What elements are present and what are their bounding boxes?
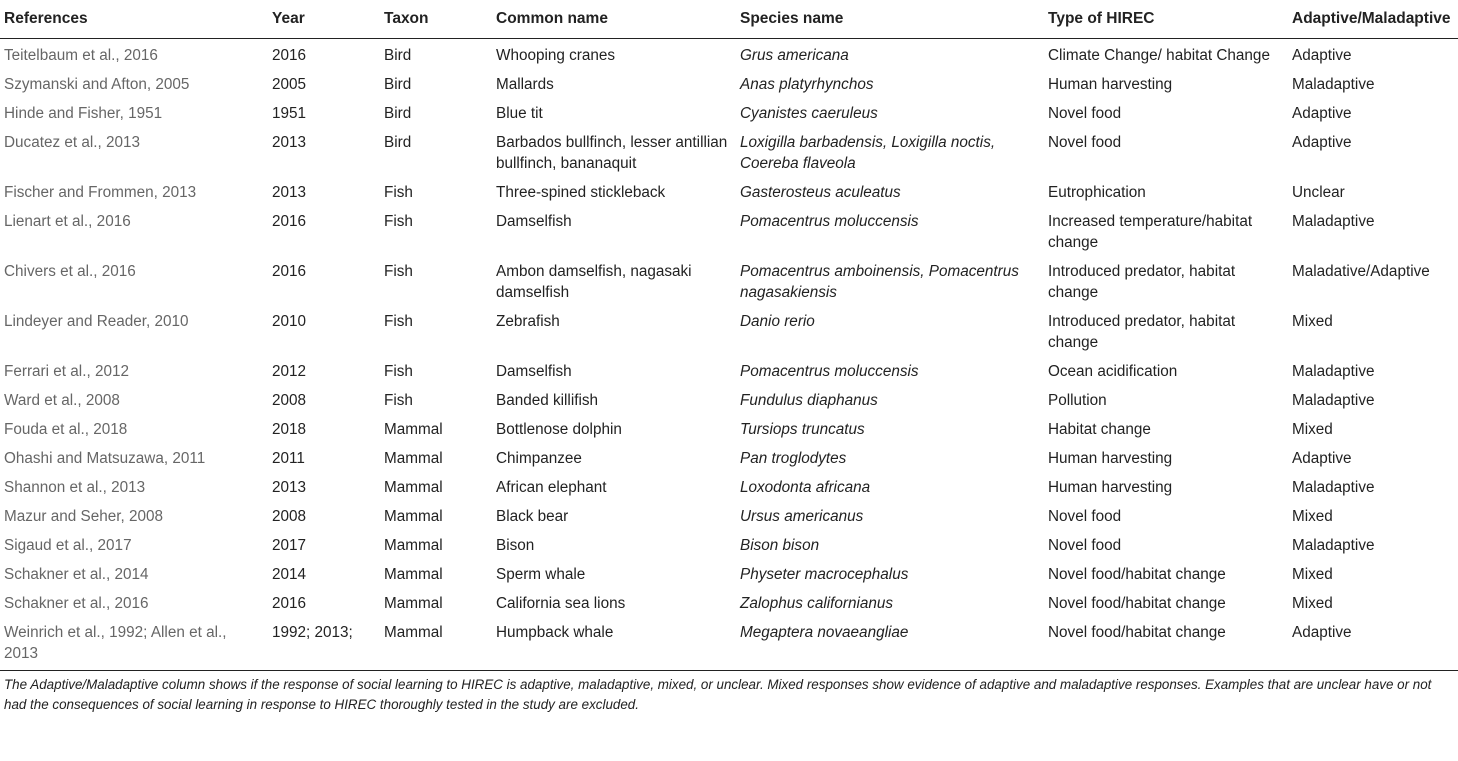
species-name-cell: Grus americana <box>740 47 849 64</box>
common-name-cell: Damselfish <box>496 363 572 380</box>
hirec-type-cell: Pollution <box>1048 392 1107 409</box>
table-footnote: The Adaptive/Maladaptive column shows if the response of social learning to HIREC is adaptive, maladaptive, mixed, or unclear. Mixed responses show evidence of adaptive and maladaptive responses. Examples that are unclear have or not had the consequences of social learning in response to HIREC thoroughly tested in the study are excluded. <box>4 677 1432 712</box>
reference-cell: Lienart et al., 2016 <box>4 213 131 230</box>
reference-cell: Sigaud et al., 2017 <box>4 537 132 554</box>
header-year: Year <box>272 10 305 27</box>
reference-cell: Schakner et al., 2014 <box>4 566 149 583</box>
year-cell: 2013 <box>272 479 307 496</box>
header-species-name: Species name <box>740 10 844 27</box>
table-row <box>0 473 1458 502</box>
year-cell: 2008 <box>272 392 307 409</box>
table-row <box>0 589 1458 618</box>
hirec-type-cell: Novel food <box>1048 508 1122 525</box>
header-row <box>0 0 1458 39</box>
common-name-cell: African elephant <box>496 479 607 496</box>
hirec-type-cell: Increased temperature/habitat change <box>1048 213 1253 251</box>
common-name-cell: Bison <box>496 537 535 554</box>
table-row <box>0 386 1458 415</box>
taxon-cell: Bird <box>384 134 412 151</box>
adaptive-cell: Mixed <box>1292 508 1333 525</box>
common-name-cell: Chimpanzee <box>496 450 582 467</box>
adaptive-cell: Maladaptive <box>1292 363 1375 380</box>
hirec-type-cell: Human harvesting <box>1048 76 1173 93</box>
common-name-cell: Banded killifish <box>496 392 599 409</box>
reference-cell: Weinrich et al., 1992; Allen et al., 2013 <box>4 624 227 662</box>
year-cell: 2016 <box>272 263 307 280</box>
common-name-cell: Zebrafish <box>496 313 560 330</box>
table-row <box>0 357 1458 386</box>
adaptive-cell: Adaptive <box>1292 450 1352 467</box>
common-name-cell: Black bear <box>496 508 569 525</box>
species-name-cell: Pan troglodytes <box>740 450 847 467</box>
adaptive-cell: Mixed <box>1292 566 1333 583</box>
reference-cell: Ohashi and Matsuzawa, 2011 <box>4 450 206 467</box>
common-name-cell: Damselfish <box>496 213 572 230</box>
taxon-cell: Mammal <box>384 624 443 641</box>
hirec-type-cell: Introduced predator, habitat change <box>1048 313 1236 351</box>
hirec-type-cell: Human harvesting <box>1048 479 1173 496</box>
hirec-type-cell: Eutrophication <box>1048 184 1146 201</box>
adaptive-cell: Mixed <box>1292 595 1333 612</box>
reference-cell: Hinde and Fisher, 1951 <box>4 105 163 122</box>
reference-cell: Chivers et al., 2016 <box>4 263 136 280</box>
species-name-cell: Loxigilla barbadensis, Loxigilla noctis, Coereba flaveola <box>740 134 996 172</box>
species-name-cell: Loxodonta africana <box>740 479 871 496</box>
reference-cell: Ferrari et al., 2012 <box>4 363 129 380</box>
adaptive-cell: Maladaptive <box>1292 76 1375 93</box>
taxon-cell: Mammal <box>384 421 443 438</box>
hirec-type-cell: Introduced predator, habitat change <box>1048 263 1236 301</box>
year-cell: 2016 <box>272 47 307 64</box>
hirec-type-cell: Novel food/habitat change <box>1048 566 1226 583</box>
species-name-cell: Physeter macrocephalus <box>740 566 909 583</box>
reference-cell: Fischer and Frommen, 2013 <box>4 184 197 201</box>
year-cell: 2013 <box>272 184 307 201</box>
adaptive-cell: Adaptive <box>1292 134 1352 151</box>
adaptive-cell: Adaptive <box>1292 47 1352 64</box>
year-cell: 2016 <box>272 213 307 230</box>
common-name-cell: California sea lions <box>496 595 626 612</box>
table-row <box>0 39 1458 71</box>
adaptive-cell: Mixed <box>1292 313 1333 330</box>
taxon-cell: Fish <box>384 392 413 409</box>
year-cell: 2011 <box>272 450 305 467</box>
reference-cell: Shannon et al., 2013 <box>4 479 146 496</box>
adaptive-cell: Unclear <box>1292 184 1345 201</box>
taxon-cell: Fish <box>384 184 413 201</box>
adaptive-cell: Maladaptive <box>1292 392 1375 409</box>
species-name-cell: Tursiops truncatus <box>740 421 865 438</box>
taxon-cell: Bird <box>384 76 412 93</box>
taxon-cell: Mammal <box>384 537 443 554</box>
species-name-cell: Gasterosteus aculeatus <box>740 184 901 201</box>
species-name-cell: Pomacentrus moluccensis <box>740 213 919 230</box>
table-row <box>0 415 1458 444</box>
header-hirec-type: Type of HIREC <box>1048 10 1155 27</box>
header-adaptive: Adaptive/Maladaptive <box>1292 10 1451 27</box>
taxon-cell: Mammal <box>384 450 443 467</box>
reference-cell: Lindeyer and Reader, 2010 <box>4 313 189 330</box>
year-cell: 2016 <box>272 595 307 612</box>
table-row <box>0 307 1458 357</box>
header-references: References <box>4 10 88 27</box>
table-row <box>0 257 1458 307</box>
header-taxon: Taxon <box>384 10 429 27</box>
table-row <box>0 444 1458 473</box>
species-name-cell: Anas platyrhynchos <box>740 76 874 93</box>
hirec-type-cell: Human harvesting <box>1048 450 1173 467</box>
species-name-cell: Bison bison <box>740 537 820 554</box>
year-cell: 2017 <box>272 537 307 554</box>
table-row <box>0 70 1458 99</box>
table-row <box>0 99 1458 128</box>
table-row <box>0 531 1458 560</box>
taxon-cell: Mammal <box>384 479 443 496</box>
common-name-cell: Whooping cranes <box>496 47 616 64</box>
taxon-cell: Bird <box>384 47 412 64</box>
table-row <box>0 128 1458 178</box>
reference-cell: Ward et al., 2008 <box>4 392 120 409</box>
species-name-cell: Danio rerio <box>740 313 815 330</box>
adaptive-cell: Adaptive <box>1292 105 1352 122</box>
reference-cell: Ducatez et al., 2013 <box>4 134 141 151</box>
reference-cell: Teitelbaum et al., 2016 <box>4 47 158 64</box>
species-name-cell: Megaptera novaeangliae <box>740 624 909 641</box>
species-name-cell: Zalophus californianus <box>740 595 894 612</box>
adaptive-cell: Mixed <box>1292 421 1333 438</box>
taxon-cell: Bird <box>384 105 412 122</box>
species-name-cell: Ursus americanus <box>740 508 864 525</box>
year-cell: 1992; 2013; <box>272 624 353 641</box>
table-row <box>0 207 1458 257</box>
adaptive-cell: Maladaptive <box>1292 213 1375 230</box>
reference-cell: Fouda et al., 2018 <box>4 421 128 438</box>
table-row <box>0 178 1458 207</box>
reference-cell: Mazur and Seher, 2008 <box>4 508 164 525</box>
taxon-cell: Mammal <box>384 595 443 612</box>
adaptive-cell: Adaptive <box>1292 624 1352 641</box>
species-name-cell: Pomacentrus moluccensis <box>740 363 919 380</box>
taxon-cell: Mammal <box>384 566 443 583</box>
year-cell: 2010 <box>272 313 307 330</box>
taxon-cell: Fish <box>384 313 413 330</box>
hirec-type-cell: Novel food/habitat change <box>1048 624 1226 641</box>
hirec-type-cell: Climate Change/ habitat Change <box>1048 47 1270 64</box>
common-name-cell: Barbados bullfinch, lesser antillian bullfinch, bananaquit <box>496 134 728 172</box>
reference-cell: Szymanski and Afton, 2005 <box>4 76 190 93</box>
taxon-cell: Fish <box>384 263 413 280</box>
common-name-cell: Mallards <box>496 76 554 93</box>
year-cell: 2013 <box>272 134 307 151</box>
hirec-type-cell: Habitat change <box>1048 421 1151 438</box>
table-row <box>0 502 1458 531</box>
common-name-cell: Three-spined stickleback <box>496 184 666 201</box>
table-row <box>0 618 1458 671</box>
hirec-type-cell: Novel food <box>1048 134 1122 151</box>
hirec-type-cell: Ocean acidification <box>1048 363 1178 380</box>
year-cell: 2012 <box>272 363 307 380</box>
adaptive-cell: Maladative/Adaptive <box>1292 263 1430 280</box>
common-name-cell: Blue tit <box>496 105 543 122</box>
common-name-cell: Ambon damselfish, nagasaki damselfish <box>496 263 692 301</box>
reference-cell: Schakner et al., 2016 <box>4 595 149 612</box>
year-cell: 2018 <box>272 421 307 438</box>
table-header <box>0 0 1458 39</box>
taxon-cell: Fish <box>384 363 413 380</box>
year-cell: 2014 <box>272 566 307 583</box>
year-cell: 1951 <box>272 105 307 122</box>
taxon-cell: Fish <box>384 213 413 230</box>
table-row <box>0 560 1458 589</box>
hirec-type-cell: Novel food <box>1048 105 1122 122</box>
taxon-cell: Mammal <box>384 508 443 525</box>
species-name-cell: Fundulus diaphanus <box>740 392 878 409</box>
hirec-type-cell: Novel food/habitat change <box>1048 595 1226 612</box>
adaptive-cell: Maladaptive <box>1292 537 1375 554</box>
table-body <box>0 39 1458 671</box>
species-name-cell: Pomacentrus amboinensis, Pomacentrus nagasakiensis <box>740 263 1019 301</box>
hirec-type-cell: Novel food <box>1048 537 1122 554</box>
species-name-cell: Cyanistes caeruleus <box>740 105 878 122</box>
adaptive-cell: Maladaptive <box>1292 479 1375 496</box>
common-name-cell: Sperm whale <box>496 566 586 583</box>
header-common-name: Common name <box>496 10 608 27</box>
common-name-cell: Bottlenose dolphin <box>496 421 622 438</box>
common-name-cell: Humpback whale <box>496 624 614 641</box>
year-cell: 2008 <box>272 508 307 525</box>
year-cell: 2005 <box>272 76 307 93</box>
